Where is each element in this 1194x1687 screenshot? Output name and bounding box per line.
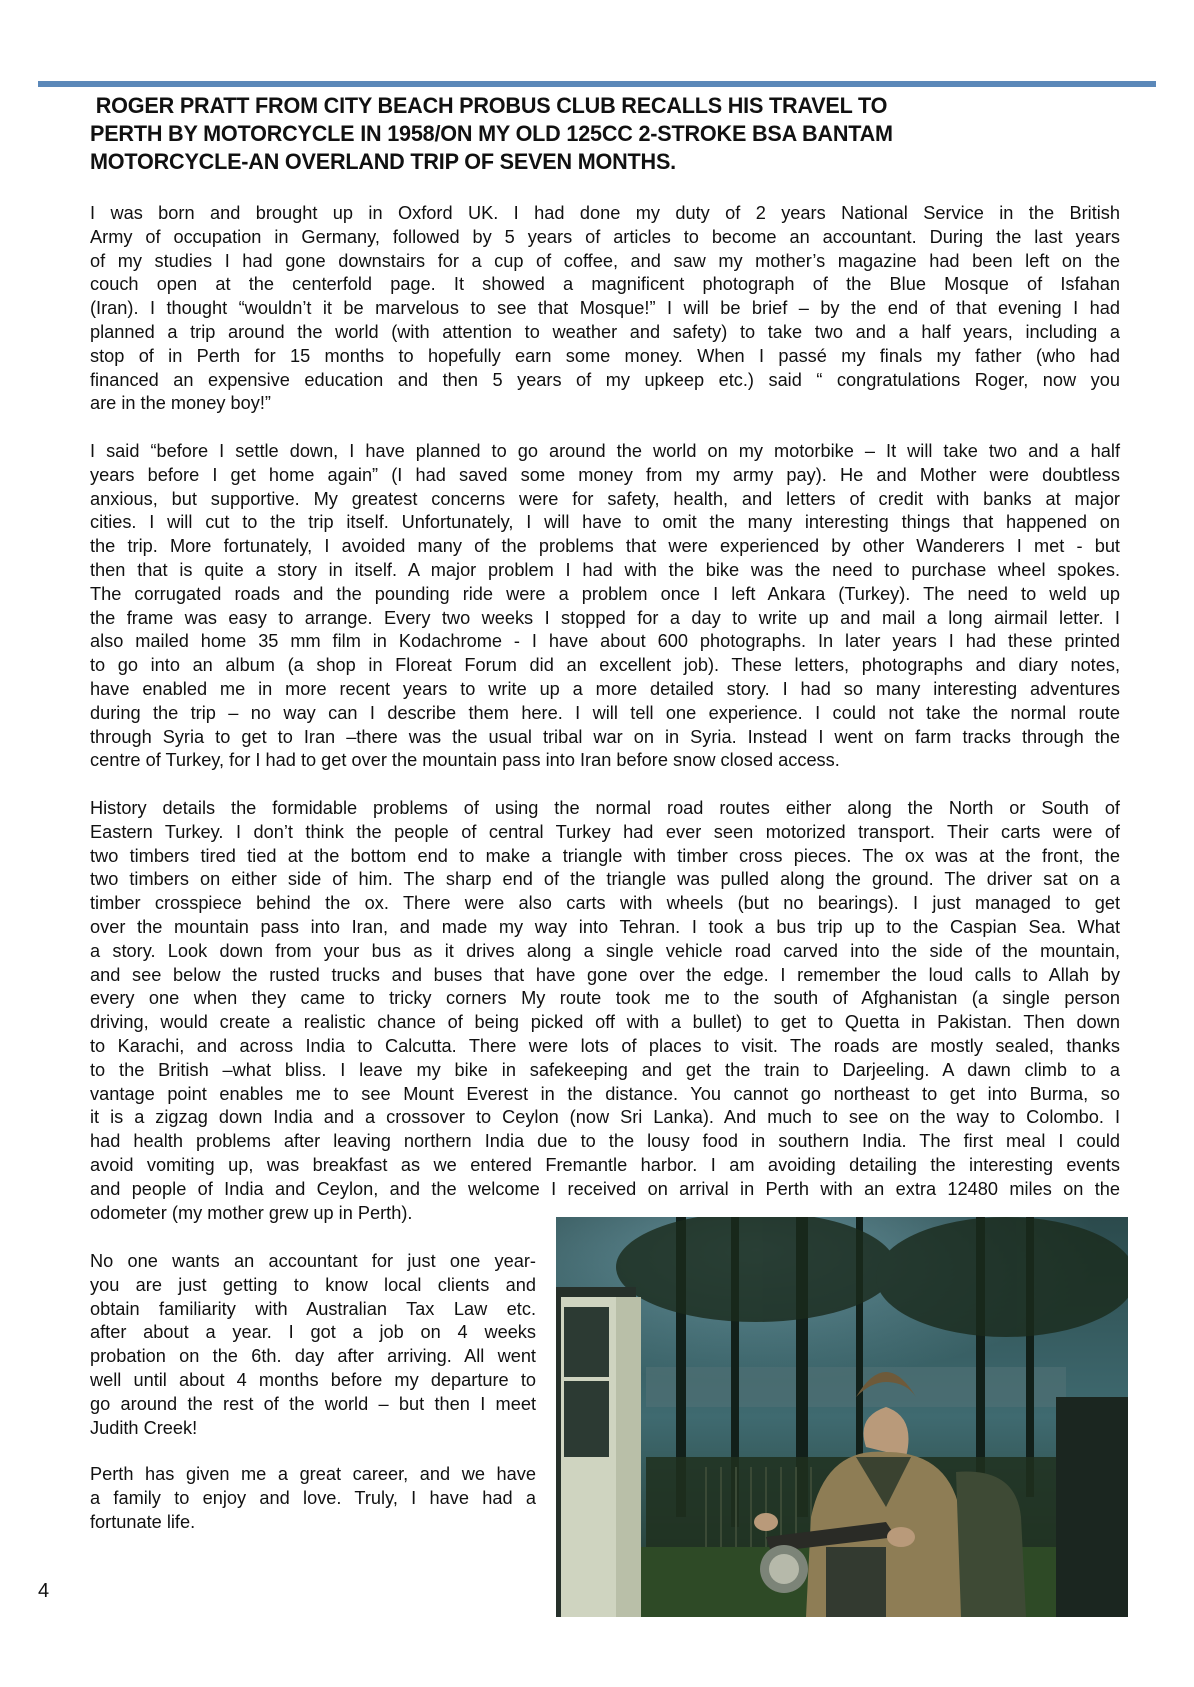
text-line: vantage point enables me to see Mount Everest in the distance. You cannot go northeast to get into Burma, so: [90, 1083, 1120, 1104]
text-line: and see below the rusted trucks and buses that have gone over the edge. I remember the loud calls to Allah by: [90, 964, 1120, 985]
text-line: cities. I will cut to the trip itself. Unfortunately, I will have to omit the many interesting things that happened on: [90, 512, 1120, 533]
article-title: [90, 92, 1050, 176]
text-line: anxious, but supportive. My greatest concerns were for safety, health, and letters of credit with banks at major: [90, 488, 1120, 509]
paragraph-intro: [90, 202, 1120, 416]
text-line: years before I get home again” (I had saved some money from my army pay). He and Mother were doubtless: [90, 464, 1120, 485]
text-line: well until about 4 months before my departure to: [90, 1369, 536, 1390]
page-number: 4: [38, 1580, 50, 1602]
text-line: couch open at the centerfold page. It showed a magnificent photograph of the Blue Mosque of Isfahan: [90, 274, 1120, 295]
text-line: a story. Look down from your bus as it drives along a single vehicle road carved into the side of the mountain,: [90, 940, 1120, 961]
photo-man-on-motorcycle: [556, 1217, 1128, 1617]
text-line: I was born and brought up in Oxford UK. I had done my duty of 2 years National Service in the British: [90, 203, 1120, 223]
text-line: it is a zigzag down India and a crossover to Ceylon (now Sri Lanka). And much to see on the way to Colombo. I: [90, 1107, 1120, 1128]
text-line: to go into an album (a shop in Floreat Forum did an excellent job). These letters, photographs and diary notes,: [90, 655, 1120, 676]
text-line: stop of in Perth for 15 months to hopefully earn some money. When I passé my finals my father (who had: [90, 345, 1120, 366]
text-line: have enabled me in more recent years to write up a more detailed story. I had so many interesting adventures: [90, 678, 1120, 699]
text-line: through Syria to get to Iran –there was the usual tribal war on in Syria. Instead I went on farm tracks through the: [90, 726, 1120, 747]
text-line: every one when they came to tricky corners My route took me to the south of Afghanistan (a single person: [90, 988, 1120, 1009]
text-line: go around the rest of the world – but then I meet: [90, 1393, 536, 1414]
text-line: after about a year. I got a job on 4 weeks: [90, 1322, 536, 1343]
text-line: No one wants an accountant for just one year-: [90, 1251, 536, 1271]
paragraph-career: [90, 1250, 536, 1440]
paragraph-trip: [90, 440, 1120, 773]
text-line: to the British –what bliss. I leave my bike in safekeeping and get the train to Darjeeling. A dawn climb to a: [90, 1059, 1120, 1080]
text-line: Judith Creek!: [90, 1417, 198, 1438]
text-line: Army of occupation in Germany, followed by 5 years of articles to become an accountant. During the last years: [90, 226, 1120, 247]
text-line: I said “before I settle down, I have planned to go around the world on my motorbike – It will take two and a half: [90, 441, 1120, 461]
text-line: Perth has given me a great career, and we have: [90, 1464, 536, 1484]
text-line: financed an expensive education and then 5 years of my upkeep etc.) said “ congratulations Roger, now you: [90, 369, 1120, 390]
text-line: obtain familiarity with Australian Tax Law etc.: [90, 1298, 536, 1319]
text-line: driving, would create a realistic chance of being picked off with a bullet) to get to Quetta in Pakistan. Then down: [90, 1012, 1120, 1033]
text-line: History details the formidable problems of using the normal road routes either along the North or South of: [90, 798, 1120, 818]
text-line: are in the money boy!”: [90, 393, 271, 414]
paragraph-route: [90, 797, 1120, 1225]
text-line: also mailed home 35 mm film in Kodachrome - I have about 600 photographs. In later years I had these printed: [90, 631, 1120, 652]
text-line: (Iran). I thought “wouldn’t it be marvelous to see that Mosque!” I will be brief – by the end of that evening I had: [90, 298, 1120, 319]
text-line: had health problems after leaving northern India due to the lousy food in southern India. The first meal I could: [90, 1131, 1120, 1152]
text-line: then that is quite a story in itself. A major problem I had with the bike was the need to purchase wheel spokes.: [90, 559, 1120, 580]
text-line: probation on the 6th. day after arriving. All went: [90, 1346, 536, 1367]
text-line: centre of Turkey, for I had to get over the mountain pass into Iran before snow closed access.: [90, 750, 840, 771]
text-line: during the trip – no way can I describe them here. I will tell one experience. I could not take the normal route: [90, 702, 1120, 723]
title-line: ROGER PRATT FROM CITY BEACH PROBUS CLUB RECALLS HIS TRAVEL TO: [95, 93, 888, 118]
text-line: two timbers tired tied at the bottom end to make a triangle with timber cross pieces. The ox was at the front, the: [90, 845, 1120, 866]
text-line: Eastern Turkey. I don’t think the people of central Turkey had ever seen motorized transport. Their carts were of: [90, 821, 1120, 842]
header-rule: [38, 81, 1156, 87]
paragraph-conclusion: [90, 1463, 536, 1534]
text-line: over the mountain pass into Iran, and made my way into Tehran. I took a bus trip up to the Caspian Sea. What: [90, 916, 1120, 937]
title-line: MOTORCYCLE-AN OVERLAND TRIP OF SEVEN MONTHS.: [90, 149, 676, 174]
text-line: timber crosspiece behind the ox. There were also carts with wheels (but no bearings). I just managed to get: [90, 893, 1120, 914]
text-line: and people of India and Ceylon, and the welcome I received on arrival in Perth with an extra 12480 miles on the: [90, 1178, 1120, 1199]
text-line: you are just getting to know local clients and: [90, 1274, 536, 1295]
text-line: to Karachi, and across India to Calcutta. There were lots of places to visit. The roads are mostly sealed, thanks: [90, 1035, 1120, 1056]
title-line: PERTH BY MOTORCYCLE IN 1958/ON MY OLD 125CC 2-STROKE BSA BANTAM: [90, 121, 893, 146]
text-line: the trip. More fortunately, I avoided many of the problems that were experienced by other Wanderers I met - but: [90, 536, 1120, 557]
text-line: two timbers on either side of him. The sharp end of the triangle was pulled along the ground. The driver sat on a: [90, 869, 1120, 890]
text-line: a family to enjoy and love. Truly, I have had a: [90, 1487, 536, 1508]
photo-illustration: [556, 1217, 1128, 1617]
text-line: fortunate life.: [90, 1511, 196, 1532]
text-line: planned a trip around the world (with attention to weather and safety) to take two and a half years, including a: [90, 321, 1120, 342]
text-line: avoid vomiting up, was breakfast as we entered Fremantle harbor. I am avoiding detailing the interesting events: [90, 1154, 1120, 1175]
text-line: The corrugated roads and the pounding ride were a problem once I left Ankara (Turkey). The need to weld up: [90, 583, 1120, 604]
text-line: of my studies I had gone downstairs for a cup of coffee, and saw my mother’s magazine had been left on the: [90, 250, 1120, 271]
text-line: odometer (my mother grew up in Perth).: [90, 1202, 413, 1223]
text-line: the frame was easy to arrange. Every two weeks I stopped for a day to write up and mail a long airmail letter. I: [90, 607, 1120, 628]
